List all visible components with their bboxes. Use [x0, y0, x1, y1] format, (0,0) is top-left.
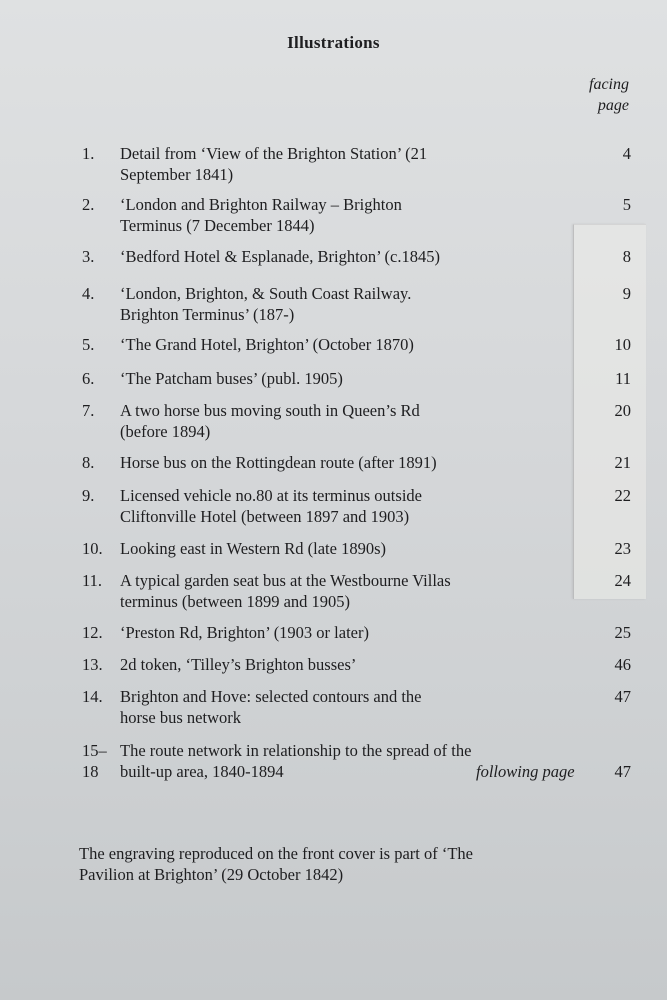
entry-number: 6.	[82, 369, 95, 388]
entry-number	[82, 740, 114, 782]
entry-caption-line1: Detail from ‘View of the Brighton Station’ (21	[120, 144, 428, 163]
entry-caption	[120, 283, 580, 325]
entry-caption-line1: ‘London, Brighton, & South Coast Railway.	[120, 284, 412, 303]
entry-caption-line1: A typical garden seat bus at the Westbourne Villas	[120, 571, 451, 590]
entry-number: 13.	[82, 655, 103, 674]
entry-number: 2.	[82, 195, 95, 214]
entry-caption-line2: horse bus network	[120, 708, 241, 727]
entry-caption	[120, 485, 580, 527]
entry-caption	[120, 400, 580, 442]
entry-caption-line1: Looking east in Western Rd (late 1890s)	[120, 539, 386, 558]
entry-page: 47	[614, 687, 631, 706]
entry-caption-line1: The route network in relationship to the spread of the	[120, 741, 472, 760]
entry-page: 11	[615, 369, 631, 388]
entry-number: 9.	[82, 486, 95, 505]
following-page-label: following page	[476, 762, 575, 781]
entry-caption-line2: (before 1894)	[120, 422, 211, 441]
cover-note-line2: Pavilion at Brighton’ (29 October 1842)	[79, 865, 344, 884]
entry-page: 9	[622, 284, 631, 303]
entry-caption-line2: Cliftonville Hotel (between 1897 and 1903)	[120, 507, 410, 526]
entry-caption-line1: ‘The Patcham buses’ (publ. 1905)	[120, 369, 343, 388]
entry-page: 5	[622, 195, 631, 214]
entry-caption-line1: ‘London and Brighton Railway – Brighton	[120, 195, 402, 214]
entry-caption	[120, 143, 580, 185]
entry-page: 10	[614, 335, 631, 354]
entry-caption-line2: terminus (between 1899 and 1905)	[120, 592, 351, 611]
entry-caption-line2: built-up area, 1840-1894	[120, 762, 284, 781]
entry-number: 10.	[82, 539, 103, 558]
entry-caption-line1: ‘The Grand Hotel, Brighton’ (October 1870)	[120, 335, 414, 354]
entry-number: 12.	[82, 623, 103, 642]
entry-caption-line2: Terminus (7 December 1844)	[120, 216, 315, 235]
entry-caption-line2: September 1841)	[120, 165, 234, 184]
entry-caption	[120, 246, 580, 267]
entry-page: 4	[622, 144, 631, 163]
entry-page: 25	[614, 623, 631, 642]
facing-page-heading	[589, 74, 629, 116]
facing-heading-line1: facing	[589, 76, 629, 93]
entry-number: 5.	[82, 335, 95, 354]
entry-caption-line1: Brighton and Hove: selected contours and the	[120, 687, 422, 706]
entry-caption-line1: ‘Bedford Hotel & Esplanade, Brighton’ (c.1845)	[120, 247, 440, 266]
entry-page: 20	[614, 401, 631, 420]
cover-note-line1: The engraving reproduced on the front cover is part of ‘The	[79, 844, 474, 863]
entry-caption	[120, 538, 580, 559]
page-title: Illustrations	[287, 33, 380, 52]
entry-number-line2: 18	[82, 762, 99, 781]
entry-caption	[120, 194, 580, 236]
entry-number: 7.	[82, 401, 95, 420]
entry-number: 4.	[82, 284, 95, 303]
entry-caption	[120, 368, 580, 389]
entry-caption-line1: Licensed vehicle no.80 at its terminus outside	[120, 486, 422, 505]
entry-page: 47	[614, 762, 631, 781]
cover-note	[79, 843, 619, 885]
entry-caption	[120, 686, 580, 728]
entry-page: 21	[614, 453, 631, 472]
entry-caption-line2: Brighton Terminus’ (187-)	[120, 305, 295, 324]
entry-page: 24	[614, 571, 631, 590]
entry-number-line1: 15–	[82, 741, 107, 760]
entry-number: 8.	[82, 453, 95, 472]
entry-caption-line1: ‘Preston Rd, Brighton’ (1903 or later)	[120, 623, 369, 642]
entry-caption-line1: 2d token, ‘Tilley’s Brighton busses’	[120, 655, 357, 674]
entry-caption	[120, 334, 580, 355]
entry-page: 8	[622, 247, 631, 266]
entry-number: 1.	[82, 144, 95, 163]
entry-number: 11.	[82, 571, 103, 590]
entry-caption	[120, 570, 580, 612]
entry-caption-line1: A two horse bus moving south in Queen’s Rd	[120, 401, 420, 420]
entry-number: 14.	[82, 687, 103, 706]
entry-page: 46	[614, 655, 631, 674]
entry-caption	[120, 452, 580, 473]
entry-page: 23	[614, 539, 631, 558]
entry-caption	[120, 622, 580, 643]
entry-caption-line1: Horse bus on the Rottingdean route (after 1891)	[120, 453, 437, 472]
facing-heading-line2: page	[597, 97, 629, 114]
entry-number: 3.	[82, 247, 95, 266]
entry-caption	[120, 654, 580, 675]
entry-page: 22	[614, 486, 631, 505]
